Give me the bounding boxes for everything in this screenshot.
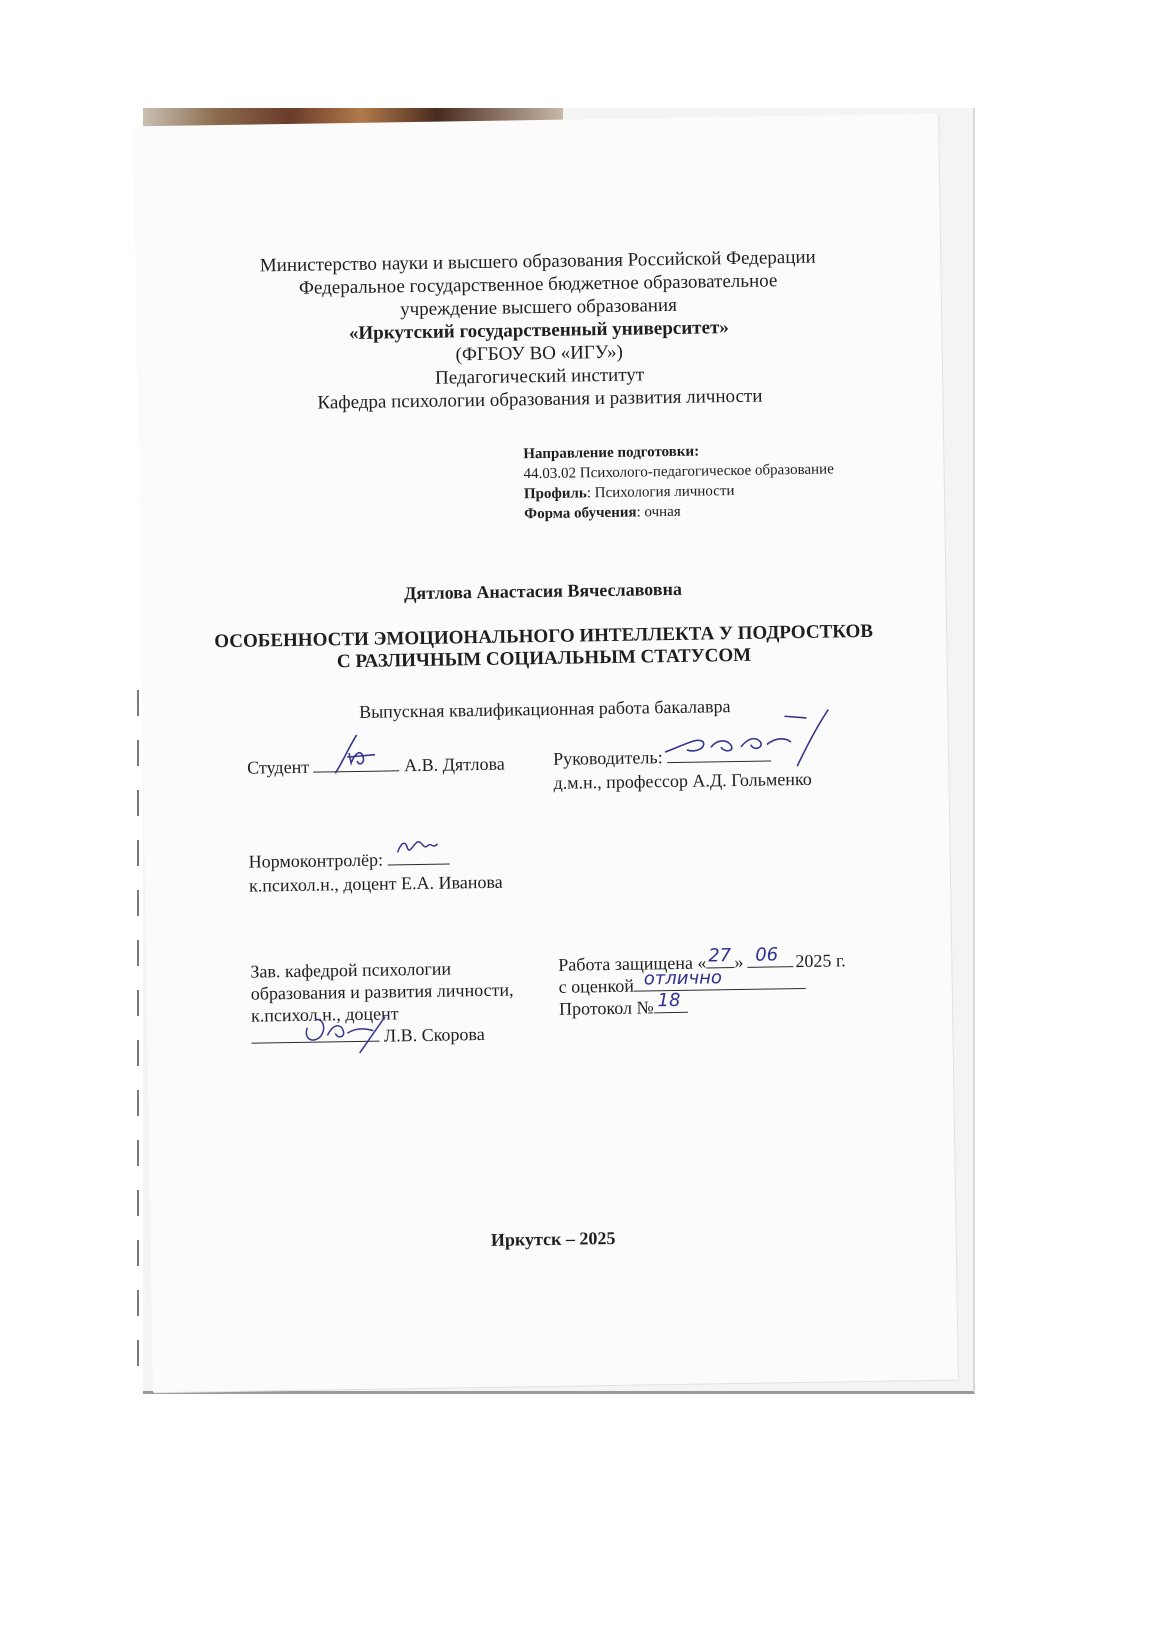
title-page (133, 114, 958, 1392)
head-signature (297, 1006, 394, 1058)
defense-label: Работа защищена « (558, 952, 707, 975)
head-name: Л.В. Скорова (383, 1023, 485, 1046)
defense-month: 06 (755, 944, 779, 966)
form-value: : очная (636, 503, 681, 521)
defense-line: Работа защищена « 27 » 06 2025 г. (558, 944, 846, 975)
profile-label: Профиль (523, 485, 587, 503)
supervisor-name: д.м.н., профессор А.Д. Гольменко (553, 768, 812, 793)
head-line-3: к.психол.н., доцент (250, 1003, 399, 1026)
institute-name: Педагогический институт (434, 364, 645, 389)
defense-year: 2025 г. (795, 950, 846, 972)
supervisor-signature-field (667, 744, 771, 763)
protocol-field (653, 989, 687, 1014)
profile-value: : Психология личности (586, 483, 735, 502)
student-signature-field (313, 754, 399, 772)
grade-field (634, 967, 806, 992)
title-line-1: ОСОБЕННОСТИ ЭМОЦИОНАЛЬНОГО ИНТЕЛЛЕКТА У ПОДРОСТКОВ (214, 620, 874, 653)
department-name: Кафедра психологии образования и развития личности (317, 385, 763, 414)
protocol-line (558, 989, 688, 1020)
header-line-1: Министерство науки и высшего образования Российской Федерации (259, 246, 816, 277)
work-type: Выпускная квалификационная работа бакалавра (358, 696, 731, 722)
header-line-3: учреждение высшего образования (399, 294, 678, 321)
form-label: Форма обучения (524, 504, 637, 523)
title-line-2: С РАЗЛИЧНЫМ СОЦИАЛЬНЫМ СТАТУСОМ (336, 644, 752, 673)
student-name: А.В. Дятлова (403, 753, 505, 776)
normcontrol-signature (393, 832, 443, 863)
defense-day: 27 (708, 945, 732, 967)
thesis-title (141, 620, 947, 677)
supervisor-label: Руководитель: (552, 747, 663, 769)
defense-month-field (747, 944, 793, 968)
footer-block (151, 1222, 956, 1258)
student-line (247, 753, 505, 779)
grade-line (558, 967, 807, 998)
protocol-label: Протокол № (558, 997, 654, 1019)
grade-value: отлично (643, 967, 723, 990)
header-line-2: Федеральное государственное бюджетное образовательное (298, 270, 778, 299)
head-signature-field (251, 1025, 379, 1044)
program-info (523, 439, 834, 524)
supervisor-signature (656, 705, 837, 774)
university-name: «Иркутский государственный университет» (348, 317, 729, 345)
student-label: Студент (247, 756, 310, 778)
student-signature (327, 732, 388, 779)
author-block (140, 574, 945, 610)
direction-value: 44.03.02 Психолого-педагогическое образование (523, 461, 834, 483)
normcontrol-signature-field (387, 848, 449, 866)
normcontrol-line (248, 848, 449, 873)
protocol-value: 18 (657, 989, 681, 1012)
author-name: Дятлова Анастасия Вячеславовна (403, 578, 683, 604)
head-line-1: Зав. кафедрой психологии (250, 958, 452, 982)
university-abbr: (ФГБОУ ВО «ИГУ») (455, 341, 624, 366)
normcontrol-label: Нормоконтролёр: (248, 849, 384, 872)
direction-label: Направление подготовки: (523, 443, 700, 463)
supervisor-line (553, 744, 771, 769)
city-year: Иркутск – 2025 (490, 1227, 616, 1250)
ministry-header (135, 244, 942, 418)
defense-day-field (706, 945, 734, 968)
head-signature-line (251, 1023, 485, 1049)
binding-marks (136, 690, 142, 1370)
grade-label: с оценкой (558, 975, 635, 997)
normcontrol-name: к.психол.н., доцент Е.А. Иванова (248, 871, 503, 896)
head-line-2: образования и развития личности, (250, 979, 514, 1004)
